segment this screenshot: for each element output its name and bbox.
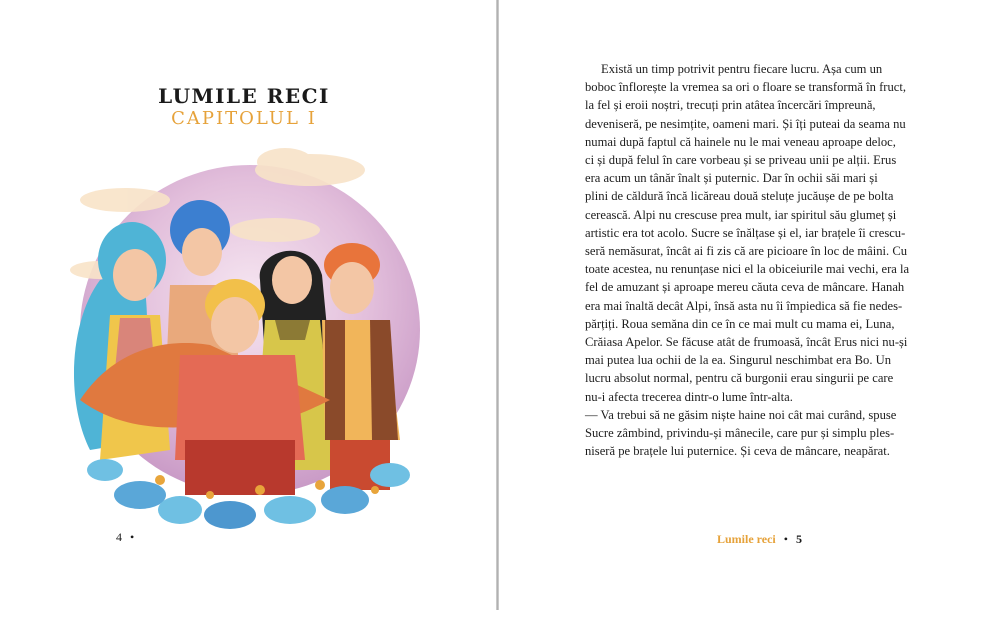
text-line: lucru absolut normal, pentru că burgonii erau singurii pe care (585, 371, 894, 386)
right-folio-separator: • (783, 532, 788, 546)
text-line: era acum un tânăr înalt și puternic. Dar în ochii săi mari și (585, 171, 878, 186)
text-line: părțiți. Roua semăna din ce în ce mai mult cu mama ei, Luna, (585, 316, 895, 331)
left-folio-separator: • (130, 530, 135, 544)
text-line: nu-i afecta trecerea dintr-o lume într-alta. (585, 389, 793, 404)
left-folio (116, 530, 142, 545)
text-line: era mai înaltă decât Alpi, însă asta nu îi împiedica să fie nedes- (585, 298, 903, 313)
chapter-illustration (60, 140, 440, 535)
text-line: cerească. Alpi nu crescuse prea mult, iar spiritul său glumeț și (585, 207, 897, 222)
text-line: ci și după felul în care vorbeau și se priveau unii pe alții. Erus (585, 153, 897, 168)
text-line: Crăiasa Apelor. Se făcuse atât de frumoasă, încât Erus nici nu-și (585, 335, 908, 350)
right-page (499, 0, 994, 622)
book-title: LUMILE RECI (158, 84, 330, 108)
text-line: plini de căldură încă licăreau două steluțe jucăușe de pe bolta (585, 189, 894, 204)
chapter-heading: CAPITOLUL I (171, 108, 317, 129)
text-line: mai putea lua ochii de la ea. Singurul neschimbat era Bo. Un (585, 353, 892, 368)
body-text (585, 60, 930, 460)
text-line: niseră pe brațele lui puternice. Și ceva de mâncare, neapărat. (585, 444, 890, 459)
text-line: fel de amuzant și aproape mereu căuta ceva de mâncare. Hanah (585, 280, 905, 295)
text-line: toate acestea, nu renunțase nici el la obiceiurile mai vechi, era la (585, 262, 910, 277)
text-line: Există un timp potrivit pentru fiecare lucru. Așa cum un (601, 62, 883, 76)
text-line: Sucre zâmbind, privindu-și mânecile, care pur și simplu ples- (585, 426, 895, 441)
dialogue-line: — Va trebui să ne găsim niște haine noi cât mai curând, spuse (585, 407, 897, 422)
text-line: numai după faptul că hainele nu le mai veneau aproape deloc, (585, 134, 896, 149)
text-line: seră nemăsurat, încât ai fi zis că are picioare în loc de mâini. Cu (585, 244, 908, 259)
text-line: la fel și eroii noștri, trecuți prin atâtea încercări împreună, (585, 98, 876, 113)
text-line: artistic era tot acolo. Sucre se înălțase și el, iar brațele îi crescu- (585, 225, 906, 240)
left-page-number: 4 (116, 530, 122, 544)
text-line: deveniseră, pe nesimțite, oameni mari. Și îți puteai da seama nu (585, 116, 906, 131)
right-folio (717, 532, 802, 547)
right-page-number: 5 (795, 532, 802, 546)
text-line: boboc înflorește la vremea sa ori o floare se transformă în fruct, (585, 80, 907, 95)
running-head: Lumile reci (717, 532, 776, 546)
